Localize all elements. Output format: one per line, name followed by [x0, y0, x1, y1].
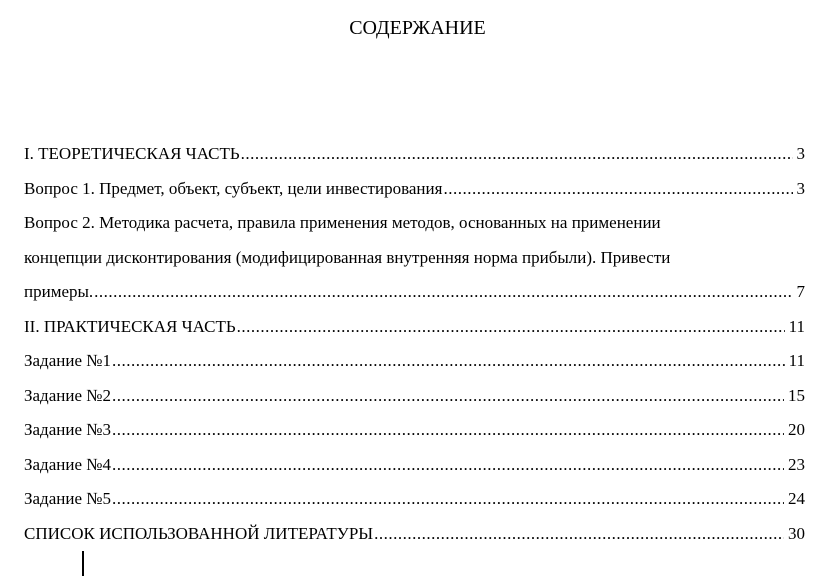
- toc-entry-question-2[interactable]: [24, 206, 805, 310]
- toc-dot-leader: [112, 448, 784, 483]
- toc-page-number: 24: [788, 489, 805, 508]
- toc-dot-leader: [94, 275, 792, 310]
- toc-entry-text: Задание №4: [24, 454, 111, 474]
- toc-entry-text: II. ПРАКТИЧЕСКАЯ ЧАСТЬ: [24, 316, 236, 336]
- toc-page-number: 30: [788, 523, 805, 543]
- toc-entry-text: Задание №3: [24, 420, 111, 439]
- toc-page-number: 23: [788, 454, 805, 474]
- toc-entry-practical-part[interactable]: [24, 310, 805, 345]
- toc-entry-text: Вопрос 1. Предмет, объект, субъект, цели инвестирования: [24, 178, 443, 198]
- toc-entry-text: примеры.: [24, 282, 94, 301]
- toc-page-number: 20: [788, 420, 805, 439]
- toc-entry-references[interactable]: [24, 517, 805, 552]
- toc-page-number: 11: [788, 351, 805, 370]
- toc-page-number: 7: [796, 282, 805, 301]
- toc-page-number: 3: [796, 144, 805, 163]
- toc-entry-task-1[interactable]: [24, 344, 805, 379]
- toc-entry-text-line: Вопрос 2. Методика расчета, правила применения методов, основанных на применении: [24, 213, 661, 232]
- toc-entry-text-line: концепции дисконтирования (модифицированная внутренняя норма прибыли). Привести: [24, 247, 671, 267]
- toc-dot-leader: [443, 172, 792, 207]
- toc-entry-task-4[interactable]: [24, 448, 805, 483]
- page-title: СОДЕРЖАНИЕ: [349, 17, 486, 39]
- toc-entry-task-3[interactable]: [24, 413, 805, 448]
- toc-entry-theory-part[interactable]: [24, 137, 805, 172]
- toc-entry-question-1[interactable]: [24, 172, 805, 207]
- toc-page-number: 3: [796, 178, 805, 198]
- toc-dot-leader: [237, 310, 785, 345]
- toc-dot-leader: [112, 344, 785, 379]
- toc-entry-task-2[interactable]: [24, 379, 805, 414]
- toc-dot-leader: [112, 482, 784, 517]
- toc-entry-text: Задание №2: [24, 385, 111, 405]
- text-cursor[interactable]: [82, 551, 84, 576]
- toc-dot-leader: [374, 517, 784, 552]
- toc-page-number: 15: [788, 385, 805, 405]
- toc-entry-task-5[interactable]: [24, 482, 805, 517]
- toc-entry-text: СПИСОК ИСПОЛЬЗОВАННОЙ ЛИТЕРАТУРЫ: [24, 523, 374, 543]
- toc-entry-text: Задание №5: [24, 489, 111, 508]
- toc-dot-leader: [112, 413, 784, 448]
- toc-dot-leader: [112, 379, 784, 414]
- toc-entry-text: I. ТЕОРЕТИЧЕСКАЯ ЧАСТЬ: [24, 144, 240, 163]
- toc-entry-text: Задание №1: [24, 351, 111, 370]
- table-of-contents: [24, 137, 805, 551]
- toc-dot-leader: [241, 137, 793, 172]
- toc-page-number: 11: [788, 316, 805, 336]
